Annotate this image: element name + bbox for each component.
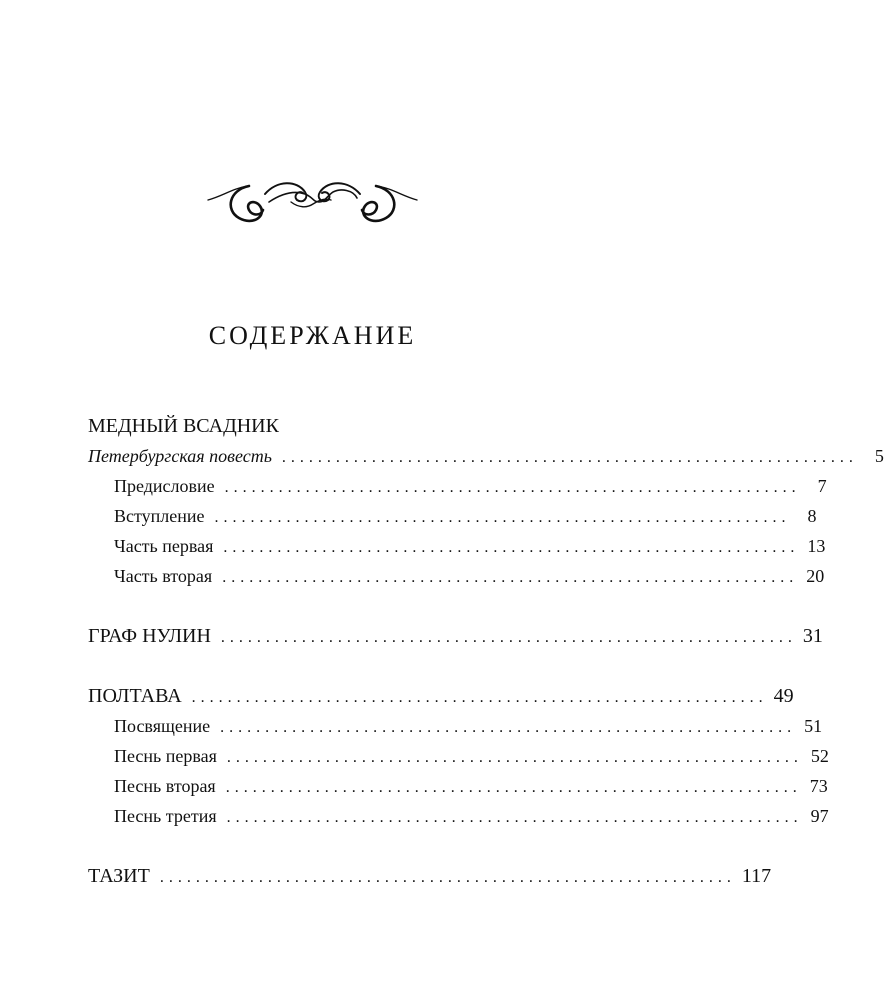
toc-section-heading <box>88 861 772 891</box>
toc-page-number: 20 <box>806 566 825 586</box>
toc-entry <box>88 531 826 561</box>
toc-label: ГРАФ НУЛИН <box>88 625 211 647</box>
dot-leader: ................................................................ <box>281 449 858 466</box>
toc-entry <box>88 741 829 771</box>
toc-page-number: 73 <box>809 776 828 796</box>
toc-entry <box>88 801 829 831</box>
toc-page-number: 13 <box>807 536 826 556</box>
dot-leader: ................................................................ <box>225 779 802 796</box>
toc-entry <box>88 771 828 801</box>
dot-leader: ................................................................ <box>159 869 736 886</box>
dot-leader: ................................................................ <box>222 569 799 586</box>
toc-label: Посвящение <box>114 716 211 736</box>
toc-section-heading <box>88 411 540 441</box>
toc-label: Песнь третия <box>114 806 217 826</box>
toc-entry <box>88 501 817 531</box>
table-of-contents <box>88 411 884 891</box>
toc-page-number: 97 <box>810 806 829 826</box>
toc-label: Петербургская повесть <box>88 446 272 466</box>
toc-section-heading <box>88 621 823 651</box>
dot-leader: ................................................................ <box>224 479 801 496</box>
toc-entry <box>88 561 825 591</box>
page-title: СОДЕРЖАНИЕ <box>208 321 417 350</box>
toc-label: Песнь вторая <box>114 776 216 796</box>
toc-label: Вступление <box>114 506 205 526</box>
toc-entry <box>88 441 884 471</box>
toc-page-number: 7 <box>817 476 827 496</box>
toc-page-number: 52 <box>810 746 829 766</box>
toc-label: Часть первая <box>114 536 214 556</box>
toc-label: Часть вторая <box>114 566 213 586</box>
toc-label: МЕДНЫЙ ВСАДНИК <box>88 415 279 437</box>
dot-leader: ................................................................ <box>226 809 803 826</box>
dot-leader: ................................................................ <box>220 719 797 736</box>
toc-page-number: 51 <box>804 716 823 736</box>
toc-page-number: 5 <box>874 446 884 466</box>
toc-entry <box>88 471 827 501</box>
toc-page-number: 49 <box>773 685 794 707</box>
section-spacer <box>88 651 540 681</box>
flourish-ornament-icon <box>205 172 420 234</box>
section-spacer <box>88 831 540 861</box>
toc-label: Песнь первая <box>114 746 217 766</box>
dot-leader: ................................................................ <box>191 689 768 706</box>
toc-entry <box>88 711 823 741</box>
dot-leader: ................................................................ <box>220 629 797 646</box>
dot-leader: ................................................................ <box>214 509 791 526</box>
toc-page-number: 117 <box>741 865 772 887</box>
toc-label: ПОЛТАВА <box>88 685 182 707</box>
dot-leader: ................................................................ <box>223 539 800 556</box>
dot-leader: ................................................................ <box>226 749 803 766</box>
toc-label: Предисловие <box>114 476 215 496</box>
toc-label: ТАЗИТ <box>88 865 150 887</box>
toc-page-number: 31 <box>802 625 823 647</box>
toc-page-number: 8 <box>807 506 817 526</box>
section-spacer <box>88 591 540 621</box>
toc-section-heading <box>88 681 794 711</box>
